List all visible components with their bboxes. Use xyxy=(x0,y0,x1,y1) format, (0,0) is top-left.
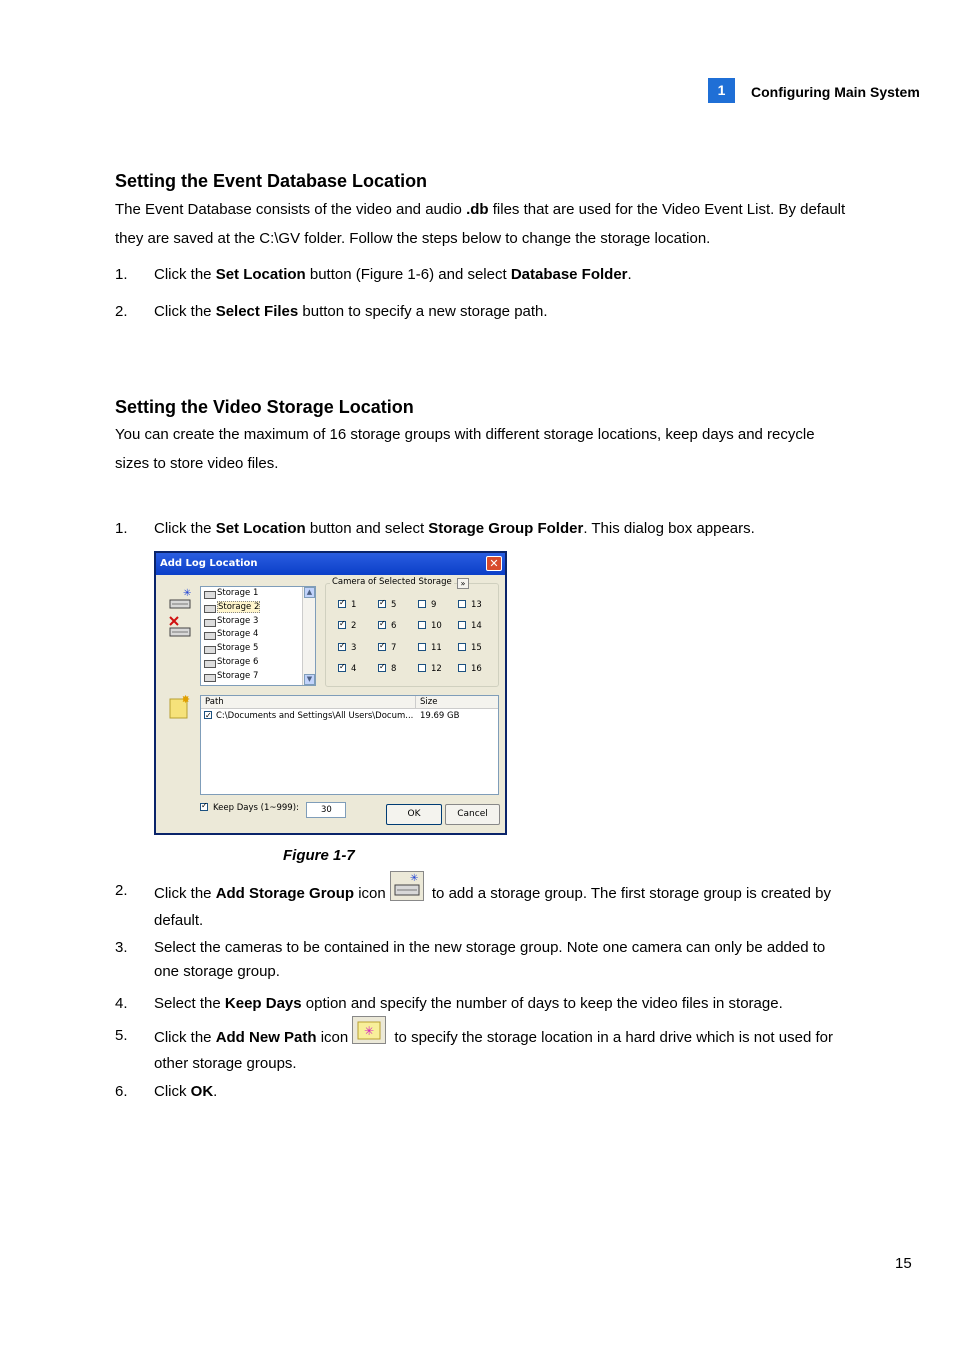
camera-checkbox[interactable]: 11 xyxy=(418,643,442,653)
path-table xyxy=(200,695,499,795)
chapter-title: Configuring Main System xyxy=(751,84,920,100)
list-item[interactable]: Storage 4 xyxy=(201,628,315,642)
step-1-set-location-database: 1. Click the Set Location button (Figure 1-6) and select Database Folder. xyxy=(115,266,632,283)
scroll-up-icon[interactable]: ▲ xyxy=(304,587,315,598)
expand-cameras-button[interactable]: » xyxy=(457,578,469,589)
path-column-header[interactable]: Path xyxy=(205,697,224,707)
add-new-path-icon xyxy=(352,1016,386,1052)
path-table-header xyxy=(201,696,498,709)
camera-checkbox[interactable]: ✓6 xyxy=(378,621,396,631)
ok-button[interactable]: OK xyxy=(386,804,442,825)
path-value: C:\Documents and Settings\All Users\Docum... xyxy=(216,711,414,721)
camera-checkbox[interactable]: 10 xyxy=(418,621,442,631)
list-item[interactable]: Storage 2 xyxy=(201,601,315,615)
section-heading-video-storage: Setting the Video Storage Location xyxy=(115,397,414,417)
list-item[interactable]: Storage 6 xyxy=(201,656,315,670)
path-checkbox[interactable] xyxy=(204,709,214,723)
list-item[interactable]: Storage 3 xyxy=(201,615,315,629)
camera-checkbox[interactable]: 16 xyxy=(458,664,482,674)
video-storage-paragraph: You can create the maximum of 16 storage groups with different storage locations, keep days and recycle sizes to store video files. xyxy=(115,426,815,472)
camera-group-label: Camera of Selected Storage xyxy=(332,577,452,587)
step-4-keep-days: 4. Select the Keep Days option and specify the number of days to keep the video files in storage. xyxy=(115,995,783,1012)
delete-storage-group-icon[interactable] xyxy=(168,615,192,639)
chapter-number-badge: 1 xyxy=(708,78,735,103)
camera-checkbox[interactable]: 9 xyxy=(418,600,436,610)
figure-caption: Figure 1-7 xyxy=(283,847,355,864)
dialog-title: Add Log Location xyxy=(160,558,258,569)
camera-checkbox[interactable]: ✓1 xyxy=(338,600,356,610)
add-storage-group-icon xyxy=(390,871,424,909)
keep-days-checkbox[interactable]: ✓Keep Days (1~999): xyxy=(200,803,299,813)
camera-checkbox[interactable]: 13 xyxy=(458,600,482,610)
step-3-select-cameras: 3. Select the cameras to be contained in the new storage group. Note one camera can only be added to one storage group. xyxy=(115,939,826,980)
camera-checkbox[interactable]: 14 xyxy=(458,621,482,631)
step-6-click-ok: 6. Click OK. xyxy=(115,1083,218,1100)
size-column-header[interactable]: Size xyxy=(415,696,437,709)
section-heading-event-database: Setting the Event Database Location xyxy=(115,171,428,191)
cancel-button[interactable]: Cancel xyxy=(445,804,500,825)
scroll-down-icon[interactable]: ▼ xyxy=(304,674,315,685)
storage-list-scrollbar[interactable] xyxy=(302,587,315,685)
page-number: 15 xyxy=(895,1255,912,1272)
svg-text:✳: ✳ xyxy=(364,1024,375,1038)
list-item[interactable]: Storage 5 xyxy=(201,642,315,656)
step-5-add-new-path: 5. Click the Add New Path icon ✳ to specify the storage location in a hard drive which is not used for other storage groups. xyxy=(115,1024,850,1076)
add-storage-group-icon[interactable] xyxy=(168,587,192,611)
size-value: 19.69 GB xyxy=(420,711,460,721)
camera-checkbox[interactable]: ✓7 xyxy=(378,643,396,653)
keep-days-input[interactable]: 30 xyxy=(306,802,346,818)
dialog-title-bar xyxy=(156,553,505,575)
step-2-select-files: 2. Click the Select Files button to specify a new storage path. xyxy=(115,303,548,320)
camera-of-selected-storage-group xyxy=(325,577,499,687)
camera-checkbox[interactable]: ✓5 xyxy=(378,600,396,610)
camera-checkbox[interactable]: 15 xyxy=(458,643,482,653)
add-new-path-icon[interactable] xyxy=(168,693,192,717)
camera-checkbox[interactable]: 12 xyxy=(418,664,442,674)
svg-text:✸: ✸ xyxy=(181,693,191,706)
event-database-paragraph: The Event Database consists of the video and audio .db files that are used for the Video Event List. By default they are saved at the C:\GV folder. Follow the steps below to change the storage location. xyxy=(115,201,846,247)
camera-checkbox[interactable]: ✓8 xyxy=(378,664,396,674)
step-2-add-storage-group: 2. Click the Add Storage Group icon ✳ to add a storage group. The first storage group is created by default. xyxy=(115,873,832,929)
dialog-close-button[interactable]: ✕ xyxy=(486,556,502,571)
svg-text:✳: ✳ xyxy=(183,588,192,599)
list-item[interactable]: Storage 7 xyxy=(201,670,315,684)
camera-checkbox[interactable]: ✓4 xyxy=(338,664,356,674)
table-row[interactable] xyxy=(201,709,498,723)
list-item[interactable]: Storage 1 xyxy=(201,587,315,601)
storage-group-list[interactable] xyxy=(200,586,316,686)
step-1-storage-group-folder: 1. Click the Set Location button and select Storage Group Folder. This dialog box appears. xyxy=(115,520,755,537)
add-log-location-dialog xyxy=(154,551,507,835)
camera-checkbox[interactable]: ✓3 xyxy=(338,643,356,653)
svg-text:✳: ✳ xyxy=(409,873,419,884)
camera-checkbox[interactable]: ✓2 xyxy=(338,621,356,631)
